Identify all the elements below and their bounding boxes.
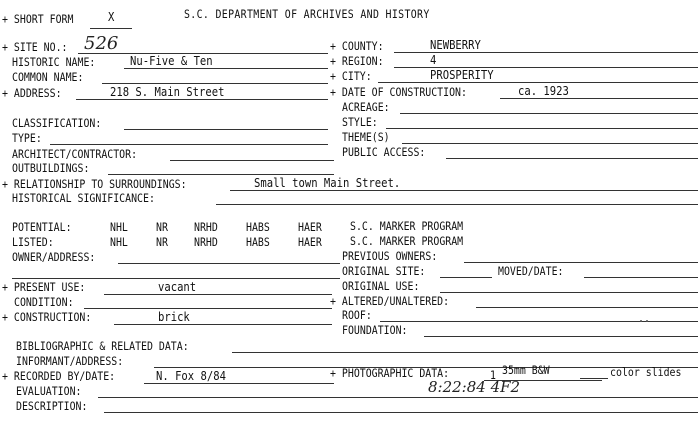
county-value[interactable]: NEWBERRY (430, 38, 481, 52)
present-use-line (104, 294, 332, 295)
address-label: + ADDRESS: (2, 86, 62, 100)
date-construction-line (500, 98, 698, 99)
color-slides-label[interactable]: color slides (610, 365, 682, 379)
listed-nr[interactable]: NR (156, 235, 168, 249)
present-use-value[interactable]: vacant (158, 280, 197, 294)
potential-label: POTENTIAL: (12, 220, 72, 234)
foundation-line (424, 336, 698, 337)
date-construction-label: + DATE OF CONSTRUCTION: (330, 85, 467, 99)
altered-label: + ALTERED/UNALTERED: (330, 294, 450, 308)
short-form-line (90, 28, 132, 29)
description-line (104, 412, 698, 413)
listed-nrhd[interactable]: NRHD (194, 235, 218, 249)
department-title: S.C. DEPARTMENT OF ARCHIVES AND HISTORY (184, 7, 430, 21)
city-label: + CITY: (330, 69, 372, 83)
stray-mark (646, 320, 648, 322)
potential-nrhd[interactable]: NRHD (194, 220, 218, 234)
roof-line (380, 321, 698, 322)
original-use-label: ORIGINAL USE: (342, 279, 420, 293)
foundation-label: FOUNDATION: (342, 323, 408, 337)
city-value[interactable]: PROSPERITY (430, 68, 494, 82)
acreage-label: ACREAGE: (342, 100, 390, 114)
present-use-label: + PRESENT USE: (2, 280, 86, 294)
construction-label: + CONSTRUCTION: (2, 310, 92, 324)
altered-line (476, 307, 698, 308)
region-value[interactable]: 4 (430, 53, 437, 67)
potential-nhl[interactable]: NHL (110, 220, 128, 234)
relationship-line (230, 190, 698, 191)
address-value[interactable]: 218 S. Main Street (110, 85, 225, 99)
potential-habs[interactable]: HABS (246, 220, 270, 234)
stray-mark (640, 320, 642, 322)
photographic-data-label: + PHOTOGRAPHIC DATA: (330, 366, 450, 380)
evaluation-line (98, 397, 698, 398)
common-name-label: COMMON NAME: (12, 70, 84, 84)
outbuildings-label: OUTBUILDINGS: (12, 161, 90, 175)
color-slides-blank (580, 378, 608, 379)
recorded-by-line (144, 383, 334, 384)
county-line (394, 52, 698, 53)
potential-marker-program[interactable]: S.C. MARKER PROGRAM (350, 219, 464, 233)
historic-name-value[interactable]: Nu-Five & Ten (130, 54, 213, 68)
previous-owners-label: PREVIOUS OWNERS: (342, 249, 438, 263)
classification-line (124, 129, 328, 130)
original-site-line (440, 277, 492, 278)
listed-haer[interactable]: HAER (298, 235, 322, 249)
type-label: TYPE: (12, 131, 42, 145)
listed-habs[interactable]: HABS (246, 235, 270, 249)
style-label: STYLE: (342, 115, 378, 129)
acreage-line (400, 113, 698, 114)
previous-owners-line (464, 262, 698, 263)
classification-label: CLASSIFICATION: (12, 116, 102, 130)
city-line (378, 82, 698, 83)
photographic-film[interactable]: 35mm B&W (502, 363, 550, 377)
listed-nhl[interactable]: NHL (110, 235, 128, 249)
historic-name-line (124, 68, 328, 69)
county-label: + COUNTY: (330, 39, 384, 53)
public-access-line (446, 158, 698, 159)
potential-nr[interactable]: NR (156, 220, 168, 234)
condition-line (84, 308, 332, 309)
site-no-value[interactable]: 526 (84, 33, 119, 54)
historical-significance-line (216, 204, 698, 205)
photographic-handwritten[interactable]: 8:22:84 4F2 (428, 378, 521, 396)
potential-haer[interactable]: HAER (298, 220, 322, 234)
architect-label: ARCHITECT/CONTRACTOR: (12, 147, 138, 161)
description-label: DESCRIPTION: (16, 399, 88, 413)
listed-label: LISTED: (12, 235, 54, 249)
owner-address-line (118, 263, 340, 264)
style-line (386, 128, 698, 129)
date-construction-value[interactable]: ca. 1923 (518, 84, 569, 98)
recorded-by-label: + RECORDED BY/DATE: (2, 369, 116, 383)
short-form-label: + SHORT FORM (2, 12, 74, 26)
roof-label: ROOF: (342, 308, 372, 322)
condition-label: CONDITION: (14, 295, 74, 309)
historic-name-label: HISTORIC NAME: (12, 55, 96, 69)
informant-label: INFORMANT/ADDRESS: (16, 354, 124, 368)
theme-label: THEME(S) (342, 130, 390, 144)
original-site-label: ORIGINAL SITE: (342, 264, 426, 278)
type-line (50, 144, 328, 145)
relationship-label: + RELATIONSHIP TO SURROUNDINGS: (2, 177, 187, 191)
moved-date-label: MOVED/DATE: (498, 264, 564, 278)
architect-line (170, 160, 334, 161)
moved-date-line (584, 277, 698, 278)
common-name-line (102, 83, 328, 84)
original-use-line (440, 292, 698, 293)
region-label: + REGION: (330, 54, 384, 68)
site-no-label: + SITE NO.: (2, 40, 68, 54)
recorded-by-value[interactable]: N. Fox 8/84 (156, 369, 226, 383)
bibliographic-line (232, 352, 698, 353)
outbuildings-line (108, 174, 334, 175)
owner-address-line-2 (12, 278, 340, 279)
photographic-count[interactable]: 1 (490, 368, 496, 382)
listed-marker-program[interactable]: S.C. MARKER PROGRAM (350, 234, 464, 248)
short-form-value[interactable]: X (108, 10, 115, 24)
construction-value[interactable]: brick (158, 310, 190, 324)
theme-line (402, 143, 698, 144)
owner-address-label: OWNER/ADDRESS: (12, 250, 96, 264)
relationship-value[interactable]: Small town Main Street. (254, 176, 401, 190)
construction-line (114, 324, 332, 325)
public-access-label: PUBLIC ACCESS: (342, 145, 426, 159)
evaluation-label: EVALUATION: (16, 384, 82, 398)
bibliographic-label: BIBLIOGRAPHIC & RELATED DATA: (16, 339, 189, 353)
address-line (76, 99, 328, 100)
historical-significance-label: HISTORICAL SIGNIFICANCE: (12, 191, 155, 205)
